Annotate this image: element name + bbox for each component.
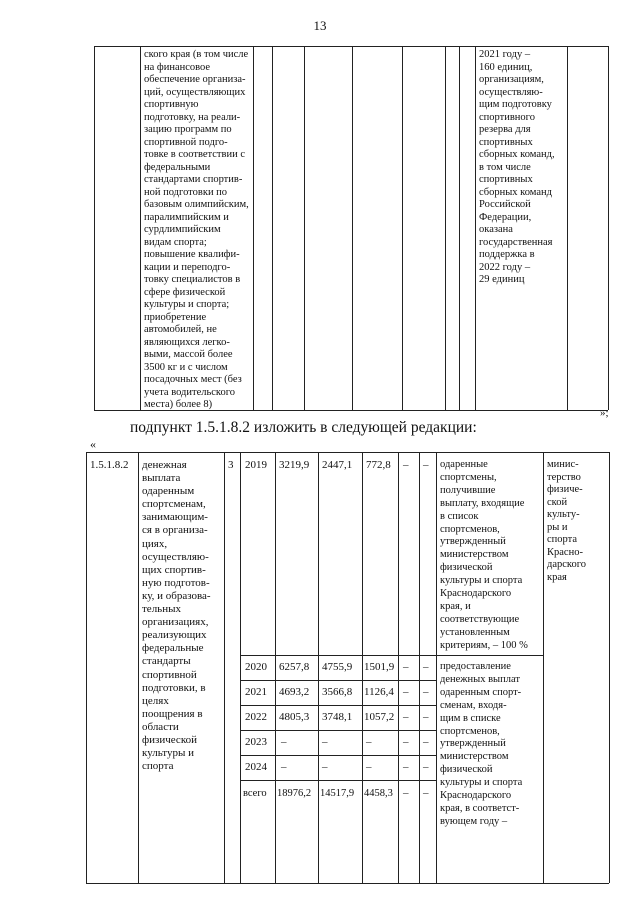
top-table-description: ского края (в том числе на финансовое обеспечение организа- ций, осуществляющих спортивную подготовку, на реали- зацию программ по спортивной подго- товке в соответствии с федеральными стандартами спортив- ной подготовки по базовым олимпийским, паралимпийским и сурдлимпийским видам спорта; повышение квалифи- кации и переподго- товку специалистов в сфере физической культуры и спорта; приобретение автомобилей, не являющихся легко- выми, массой более 3500 кг и с числом посадочных мест (без учета водительского места) более 8) xyxy=(144,49,249,410)
row-other: – xyxy=(423,686,429,698)
item-description: денежная выплата одаренным спортсменам, занимающим- ся в организа- циях, осуществляю- щих спортив- ную подготов- ку, и образова- тельных организациях, реализующих федеральные стандарты спортивной подготовки, в целях поощрения в области физической культуры и спорта xyxy=(142,459,211,773)
row-regional: 2447,1 xyxy=(322,459,353,471)
row-local: 1501,9 xyxy=(364,661,395,673)
row-year: 2024 xyxy=(245,761,267,773)
row-year: 2023 xyxy=(245,736,267,748)
row-local: 772,8 xyxy=(366,459,391,471)
result-2020: предоставление денежных выплат одаренным спорт- сменам, входя- щим в списке спортсменов, утвержденный министерством физической культуры и спорта Краснодарского края, в соответст- вующем году – xyxy=(440,661,523,827)
row-other: – xyxy=(423,459,429,471)
row-regional: 14517,9 xyxy=(320,788,355,799)
row-year: 2019 xyxy=(245,459,267,471)
item-code: 3 xyxy=(228,459,234,471)
executor: минис- терство физиче- ской культу- ры и спорта Красно- дарского края xyxy=(547,459,587,583)
row-regional: 4755,9 xyxy=(322,661,353,673)
row-total: 6257,8 xyxy=(279,661,310,673)
row-total: – xyxy=(281,736,287,748)
row-local: 1126,4 xyxy=(364,686,394,698)
row-total: – xyxy=(281,761,287,773)
row-regional: 3748,1 xyxy=(322,711,353,723)
row-federal: – xyxy=(403,787,409,799)
item-number: 1.5.1.8.2 xyxy=(90,459,129,471)
row-other: – xyxy=(423,736,429,748)
row-federal: – xyxy=(403,761,409,773)
row-regional: 3566,8 xyxy=(322,686,353,698)
row-other: – xyxy=(423,661,429,673)
row-total: 4805,3 xyxy=(279,711,310,723)
row-local: 1057,2 xyxy=(364,711,395,723)
row-federal: – xyxy=(403,459,409,471)
row-other: – xyxy=(423,761,429,773)
row-local: 4458,3 xyxy=(364,788,393,799)
row-federal: – xyxy=(403,686,409,698)
row-year: 2022 xyxy=(245,711,267,723)
row-regional: – xyxy=(322,736,328,748)
open-quote: « xyxy=(90,437,96,451)
row-total: 4693,2 xyxy=(279,686,310,698)
closing-mark: »; xyxy=(600,407,609,419)
row-total: 3219,9 xyxy=(279,459,310,471)
section-heading: подпункт 1.5.1.8.2 изложить в следующей редакции: xyxy=(130,419,477,436)
row-total: 18976,2 xyxy=(277,788,312,799)
row-federal: – xyxy=(403,661,409,673)
page-number: 13 xyxy=(313,18,327,33)
top-table-result: 2021 году – 160 единиц, организациям, осуществляю- щим подготовку спортивного резерва для спортивных сборных команд, в том числе спортивных сборных команд Российской Федерации, оказана государственная поддержка в 2022 году – 29 единиц xyxy=(479,49,555,285)
row-other: – xyxy=(423,711,429,723)
row-federal: – xyxy=(403,736,409,748)
row-year: всего xyxy=(243,788,267,799)
result-2019: одаренные спортсмены, получившие выплату, входящие в список спортсменов, утвержденный министерством физической культуры и спорта Краснодарского края, и соответствующие установленным критериям, – 100 % xyxy=(440,459,528,651)
row-regional: – xyxy=(322,761,328,773)
row-federal: – xyxy=(403,711,409,723)
row-local: – xyxy=(366,736,372,748)
row-year: 2020 xyxy=(245,661,267,673)
row-year: 2021 xyxy=(245,686,267,698)
row-other: – xyxy=(423,787,429,799)
row-local: – xyxy=(366,761,372,773)
